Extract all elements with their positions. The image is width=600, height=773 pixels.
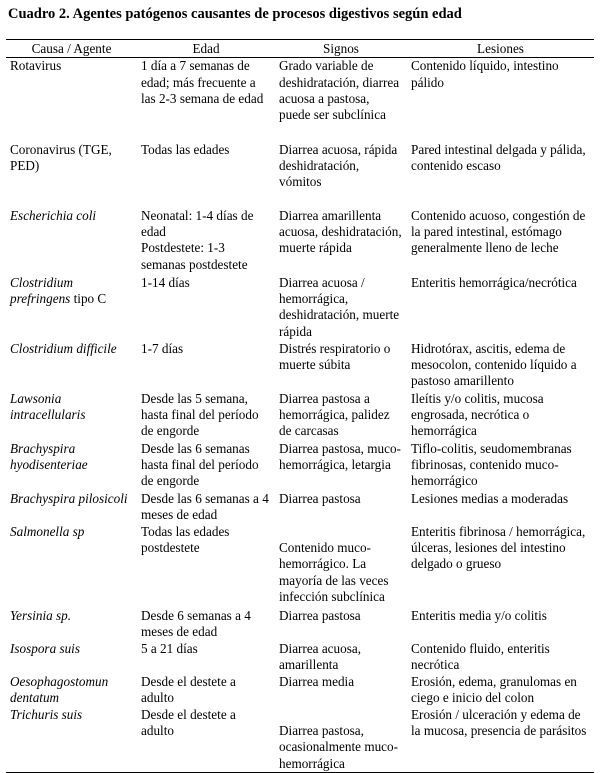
cell-signs: Diarrea acuosa, rápida deshidratación, vómitos xyxy=(279,141,398,190)
cell-agent xyxy=(6,524,137,608)
table-row xyxy=(6,707,594,773)
cell-lesions: Contenido fluido, enteritis necrótica xyxy=(411,640,550,673)
cell-agent xyxy=(6,608,137,641)
agent-name-suffix: tipo C xyxy=(70,291,107,307)
cell-agent xyxy=(6,208,137,275)
table-row xyxy=(6,275,594,341)
cell-signs: Diarrea pastosa xyxy=(279,607,361,623)
cell-signs: Grado variable de deshidratación, diarrea acuosa a pastosa, puede ser subclínica xyxy=(279,58,400,123)
cell-signs: Diarrea media xyxy=(279,673,355,689)
table-row xyxy=(6,491,594,524)
cell-lesions: Enteritis hemorrágica/necrótica xyxy=(411,274,577,290)
table-row xyxy=(6,608,594,641)
cell-lesions: Enteritis fibrinosa / hemorrágica, úlceras, lesiones del intestino delgado o grueso xyxy=(411,523,586,572)
cell-signs: Diarrea pastosa a hemorrágica, palidez de carcasas xyxy=(279,390,390,439)
cell-lesions: Hidrotórax, ascitis, edema de mesocolon, contenido líquido a pastoso amarillento xyxy=(411,340,577,389)
table-row xyxy=(6,142,594,208)
agent-name: Clostridium prefringens xyxy=(10,274,74,307)
cell-age: 5 a 21 días xyxy=(141,640,198,656)
cell-lesions: Enteritis media y/o colitis xyxy=(411,607,547,623)
cell-lesions: Erosión / ulceración y edema de la mucosa, presencia de parásitos xyxy=(407,707,594,773)
table-body xyxy=(6,58,594,773)
table-caption: Cuadro 2. Agentes patógenos causantes de procesos digestivos según edad xyxy=(8,6,462,22)
cell-signs: Diarrea acuosa / hemorrágica, deshidratación, muerte rápida xyxy=(279,274,400,339)
table-row xyxy=(6,341,594,391)
table-row xyxy=(6,524,594,608)
agent-name: Clostridium difficile xyxy=(10,340,117,356)
cell-lesions: Ileítis y/o colitis, mucosa engrosada, necrótica o hemorrágica xyxy=(411,390,544,439)
header-lesions: Lesiones xyxy=(407,40,594,58)
table-header-row xyxy=(6,40,594,58)
agent-name: Salmonella sp xyxy=(10,523,85,539)
agent-name: Oesophagostomun dentatum xyxy=(10,673,109,706)
cell-lesions: Erosión, edema, granulomas en ciego e inicio del colon xyxy=(411,673,577,706)
cell-age: Desde 6 semanas a 4 meses de edad xyxy=(141,607,251,640)
cell-signs: Diarrea pastosa, muco-hemorrágica, letargia xyxy=(279,440,401,473)
cell-age: 1-7 días xyxy=(141,340,184,356)
agent-name: Brachyspira hyodisenteriae xyxy=(10,440,88,473)
header-agent: Causa / Agente xyxy=(6,40,137,58)
cell-age: Desde el destete a adulto xyxy=(137,707,275,773)
cell-agent xyxy=(6,58,137,142)
agent-name: Coronavirus (TGE, PED) xyxy=(10,141,112,174)
cell-age: 1-14 días xyxy=(141,274,190,290)
header-signs: Signos xyxy=(275,40,407,58)
cell-agent xyxy=(6,674,137,707)
table-row xyxy=(6,641,594,674)
cell-agent xyxy=(6,641,137,674)
cell-lesions: Tiflo-colitis, seudomembranas fibrinosas, contenido muco-hemorrágico xyxy=(411,440,572,489)
cell-agent xyxy=(6,275,137,341)
table-row xyxy=(6,441,594,491)
cell-lesions: Pared intestinal delgada y pálida, contenido escaso xyxy=(411,141,586,174)
agent-name: Yersinia sp. xyxy=(10,607,72,623)
cell-age: Desde las 6 semanas hasta final del período de engorde xyxy=(141,440,259,489)
cell-age: Desde las 6 semanas a 4 meses de edad xyxy=(141,490,269,523)
pathogens-table xyxy=(6,39,594,773)
agent-name: Escherichia coli xyxy=(10,207,97,223)
cell-signs: Diarrea acuosa, amarillenta xyxy=(279,640,362,673)
cell-signs: Contenido muco-hemorrágico. La mayoría de las veces infección subclínica xyxy=(279,540,389,604)
agent-name: Isospora suis xyxy=(10,640,80,656)
cell-signs: Diarrea amarillenta acuosa, deshidratación, muerte rápida xyxy=(279,207,402,256)
cell-agent xyxy=(6,441,137,491)
cell-age: Todas las edades postdestete xyxy=(141,523,230,556)
cell-age: Desde las 5 semana, hasta final del período de engorde xyxy=(141,390,259,439)
cell-age: Neonatal: 1-4 días de edad Postdestete: 1-3 semanas postdestete xyxy=(141,207,254,272)
table-row xyxy=(6,58,594,142)
cell-age: 1 día a 7 semanas de edad; más frecuente a las 2-3 semana de edad xyxy=(141,58,264,106)
header-age: Edad xyxy=(137,40,275,58)
agent-name: Lawsonia intracellularis xyxy=(10,390,86,423)
cell-lesions: Lesiones medias a moderadas xyxy=(411,490,569,506)
cell-age: Todas las edades xyxy=(141,141,230,157)
cell-agent xyxy=(6,341,137,391)
agent-name: Trichuris suis xyxy=(10,706,83,722)
cell-agent xyxy=(6,707,137,773)
table-row xyxy=(6,674,594,707)
cell-lesions: Contenido líquido, intestino pálido xyxy=(411,58,559,90)
cell-signs: Diarrea pastosa, ocasionalmente muco-hemorrágica xyxy=(275,707,407,773)
table-row xyxy=(6,391,594,441)
cell-signs: Diarrea pastosa xyxy=(279,490,361,506)
cell-signs: Distrés respiratorio o muerte súbita xyxy=(279,340,391,373)
cell-agent xyxy=(6,391,137,441)
agent-name: Brachyspira pilosicoli xyxy=(10,490,128,506)
cell-lesions: Contenido acuoso, congestión de la pared intestinal, estómago generalmente lleno de leche xyxy=(411,207,586,256)
cell-agent xyxy=(6,491,137,524)
cell-age: Desde el destete a adulto xyxy=(141,673,236,706)
table-row xyxy=(6,208,594,275)
cell-agent xyxy=(6,142,137,208)
agent-name: Rotavirus xyxy=(10,58,62,74)
